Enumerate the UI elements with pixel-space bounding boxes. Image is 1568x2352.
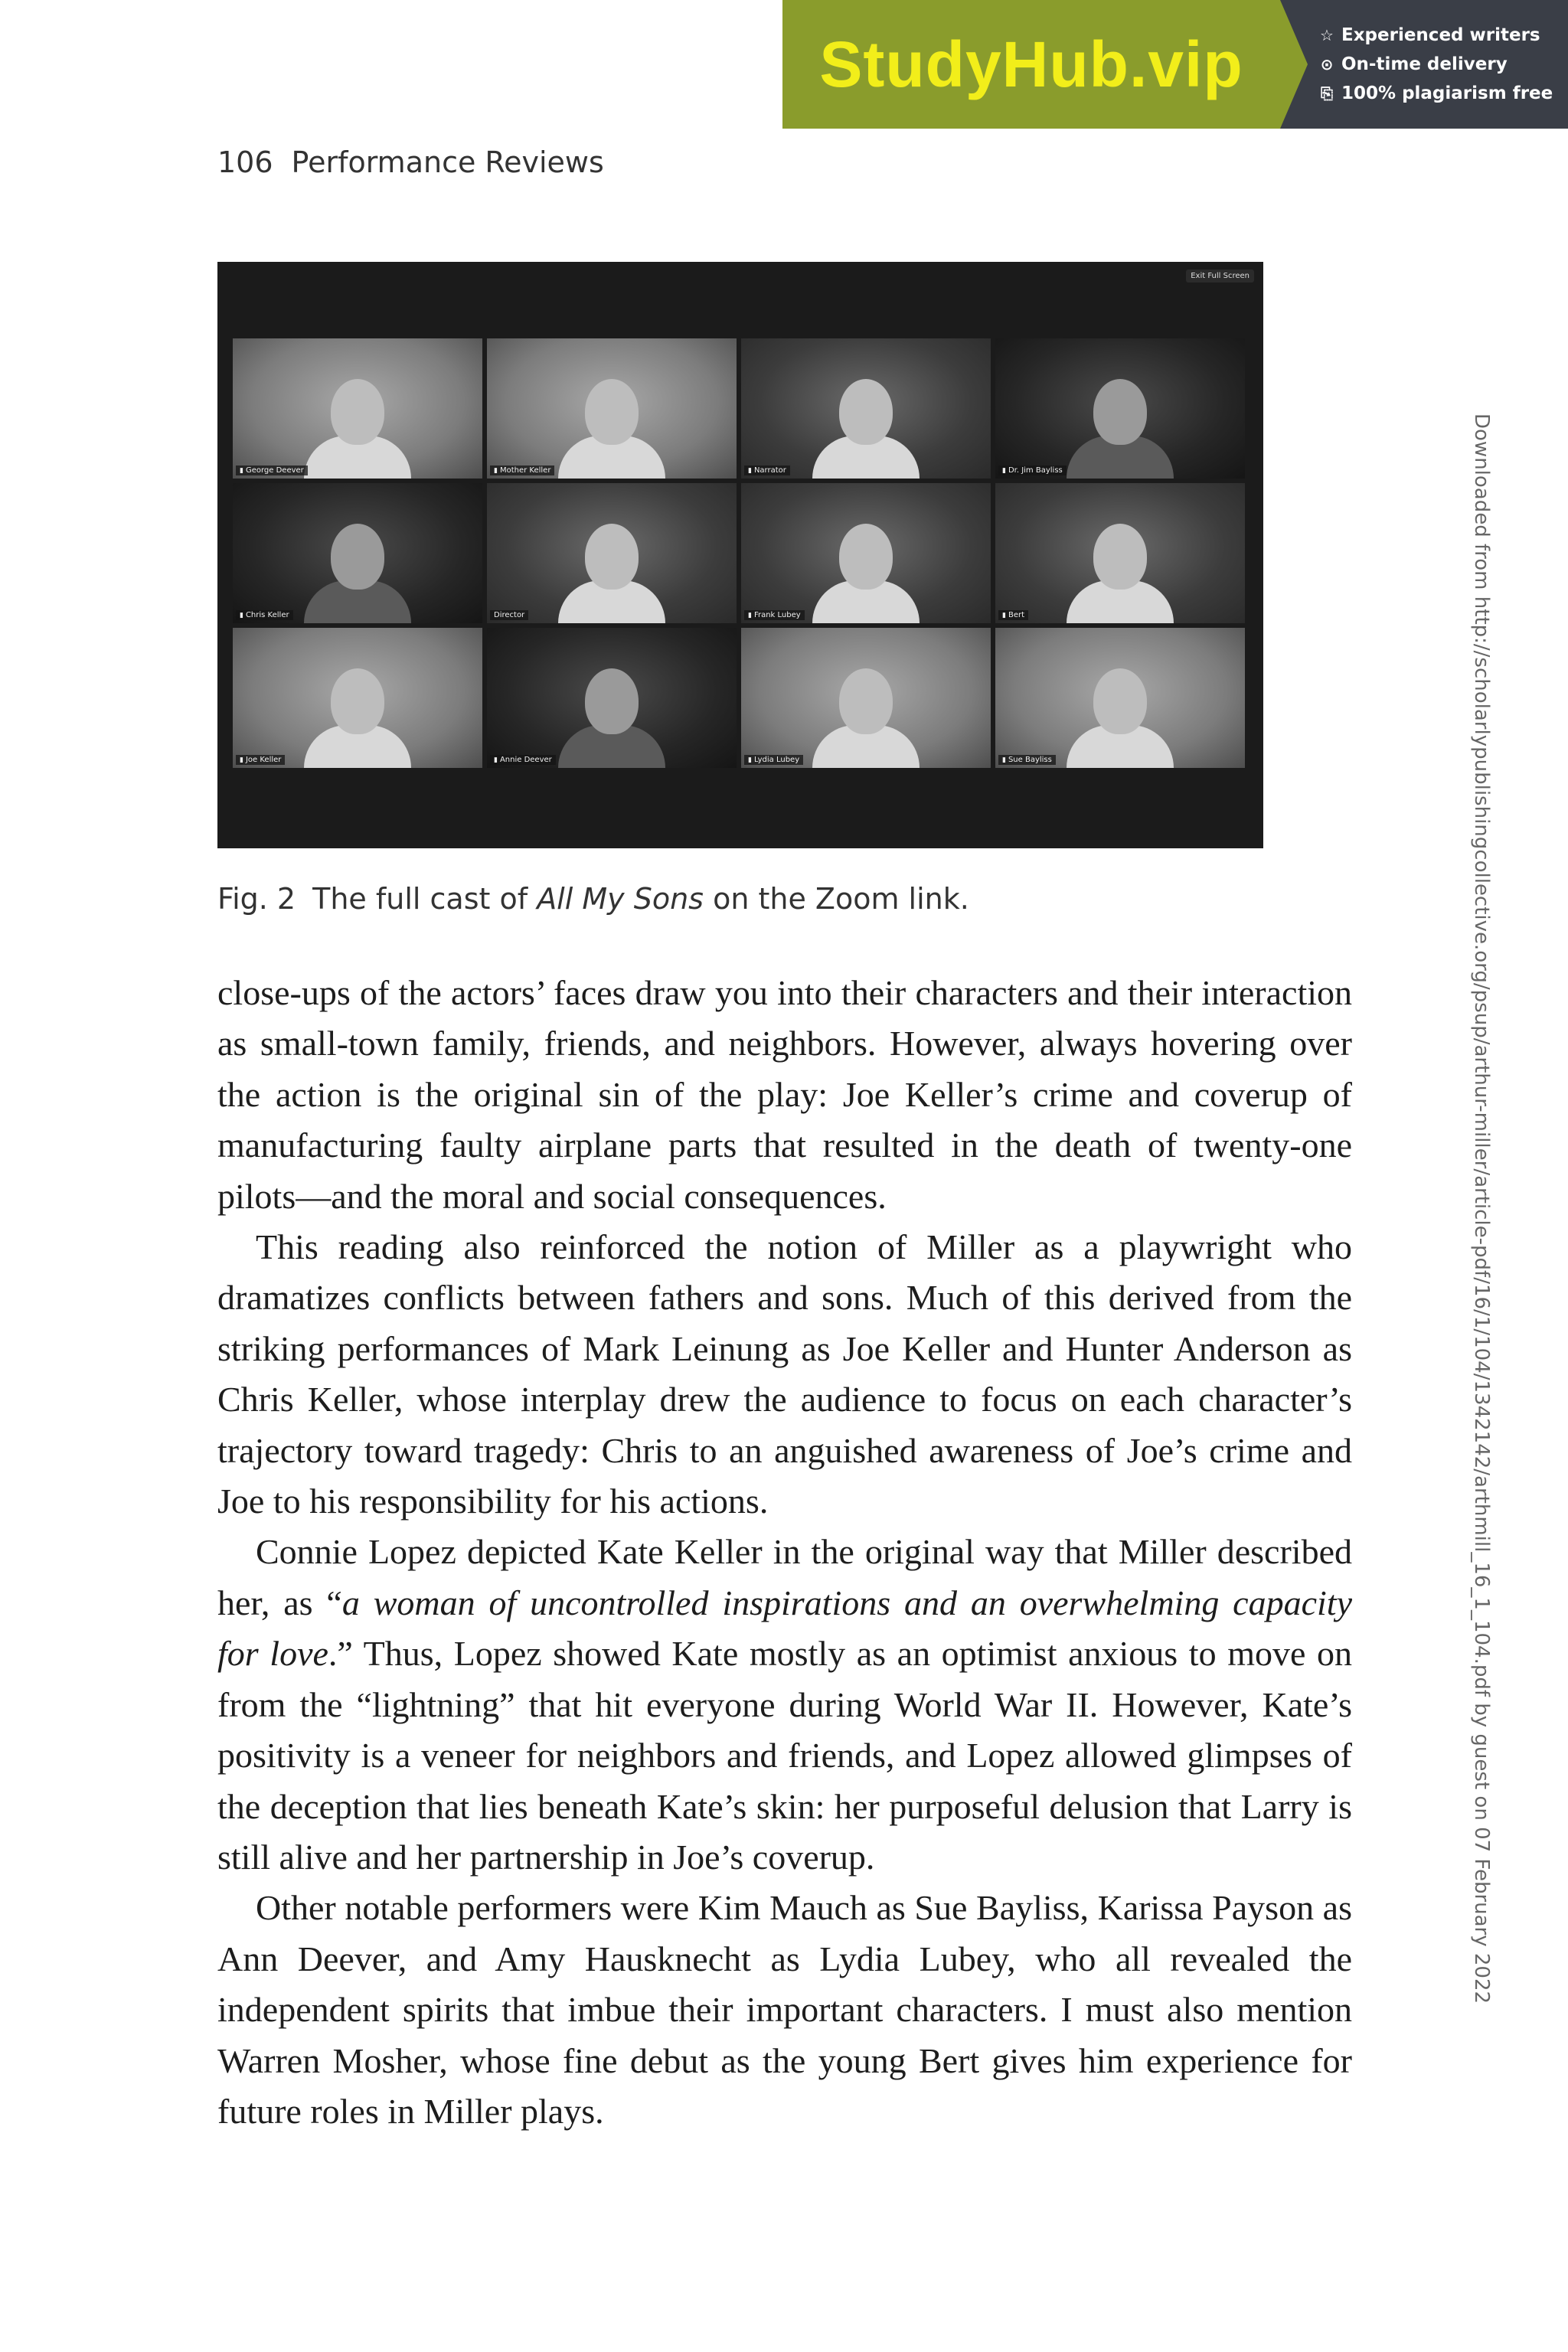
tile-label: ▮ Chris Keller (236, 610, 293, 620)
banner-features (1308, 0, 1568, 129)
video-tile (487, 483, 737, 623)
tile-label: ▮ Frank Lubey (744, 610, 805, 620)
quote-italic: a woman of uncontrolled inspirations and an overwhelming capacity for love (217, 1583, 1352, 1674)
tile-label: ▮ Dr. Jim Bayliss (998, 466, 1067, 475)
tile-label: ▮ Mother Keller (490, 466, 554, 475)
video-tile (741, 628, 991, 768)
article-body (217, 968, 1352, 2137)
video-tile (487, 628, 737, 768)
banner-arrow (1280, 0, 1308, 129)
figure-caption (217, 882, 969, 916)
video-tile (995, 338, 1245, 479)
exit-full-screen-button: Exit Full Screen (1186, 270, 1254, 283)
mic-icon: ▮ (240, 467, 243, 475)
feature-text: Experienced writers (1341, 25, 1540, 45)
download-watermark: Downloaded from http://scholarlypublishingcollective.org/psup/arthur-miller/article-pdf/16/1/104/1342142/arthmill_16_1_104.pdf by guest on 07 February 2022 (1470, 413, 1493, 2004)
video-tile-grid (233, 338, 1245, 768)
caption-title: All My Sons (537, 882, 704, 916)
video-tile (233, 483, 482, 623)
mic-icon: ▮ (494, 467, 498, 475)
video-tile (487, 338, 737, 479)
tile-label: ▮ Bert (998, 610, 1028, 620)
mic-icon: ▮ (748, 467, 752, 475)
caption-text-end: on the Zoom link. (703, 882, 969, 916)
tile-label: ▮ George Deever (236, 466, 308, 475)
mic-icon: ▮ (1002, 756, 1006, 764)
clock-icon: ⊙ (1320, 55, 1334, 74)
tile-label: Director (490, 610, 528, 620)
copy-icon: ⎘ (1321, 84, 1333, 103)
running-header (217, 145, 604, 179)
feature-plagiarism-free (1318, 83, 1568, 103)
feature-experienced-writers (1318, 25, 1568, 45)
tile-label: ▮ Sue Bayliss (998, 755, 1056, 765)
mic-icon: ▮ (748, 612, 752, 619)
mic-icon: ▮ (494, 756, 498, 764)
video-tile (233, 628, 482, 768)
video-tile (995, 628, 1245, 768)
zoom-cast-photo (217, 262, 1263, 848)
feature-on-time-delivery (1318, 54, 1568, 74)
tile-label: ▮ Narrator (744, 466, 790, 475)
paragraph: Connie Lopez depicted Kate Keller in the original way that Miller described her, as “a woman of uncontrolled inspirations and an overwhelming capacity for love.” Thus, Lopez showed Kate mostly as an optimist anxious to move on from the “lightning” that hit everyone during World War II. However, Kate’s positivity is a veneer for neighbors and friends, and Lopez allowed glimpses of the deception that lies beneath Kate’s skin: her purposeful delusion that Larry is still alive and her partnership in Joe’s coverup. (217, 1532, 1353, 1877)
paragraph: close-ups of the actors’ faces draw you into their characters and their interaction as small-town family, friends, and neighbors. However, always hovering over the action is the original sin of the play: Joe Keller’s crime and coverup of manufacturing faulty airplane parts that resulted in the death of twenty-one pilots—and the moral and social consequences. (217, 973, 1352, 1216)
mic-icon: ▮ (240, 756, 243, 764)
section-title: Performance Reviews (291, 145, 604, 179)
star-icon: ☆ (1320, 26, 1334, 44)
tile-label: ▮ Joe Keller (236, 755, 285, 765)
figure-number: Fig. 2 (217, 882, 296, 916)
feature-text: 100% plagiarism free (1341, 83, 1553, 103)
paragraph: Other notable performers were Kim Mauch as Sue Bayliss, Karissa Payson as Ann Deever, and Amy Hausknecht as Lydia Lubey, who all revealed the independent spirits that imbue their important characters. I must also mention Warren Mosher, whose fine debut as the young Bert gives him experience for future roles in Miller plays. (217, 1888, 1352, 2131)
video-tile (233, 338, 482, 479)
caption-text: The full cast of (312, 882, 537, 916)
page-number: 106 (217, 145, 273, 179)
studyhub-banner[interactable] (782, 0, 1568, 129)
mic-icon: ▮ (748, 756, 752, 764)
mic-icon: ▮ (1002, 612, 1006, 619)
video-tile (995, 483, 1245, 623)
video-tile (741, 338, 991, 479)
feature-text: On-time delivery (1341, 54, 1508, 74)
logo-text: StudyHub.vip (819, 28, 1243, 100)
mic-icon: ▮ (240, 612, 243, 619)
mic-icon: ▮ (1002, 467, 1006, 475)
tile-label: ▮ Lydia Lubey (744, 755, 803, 765)
tile-label: ▮ Annie Deever (490, 755, 556, 765)
video-tile (741, 483, 991, 623)
studyhub-logo[interactable] (782, 0, 1280, 129)
paragraph: This reading also reinforced the notion of Miller as a playwright who dramatizes conflicts between fathers and sons. Much of this derived from the striking performances of Mark Leinung as Joe Keller and Hunter Anderson as Chris Keller, whose interplay drew the audience to focus on each character’s trajectory toward tragedy: Chris to an anguished awareness of Joe’s crime and Joe to his responsibility for his actions. (217, 1227, 1352, 1521)
